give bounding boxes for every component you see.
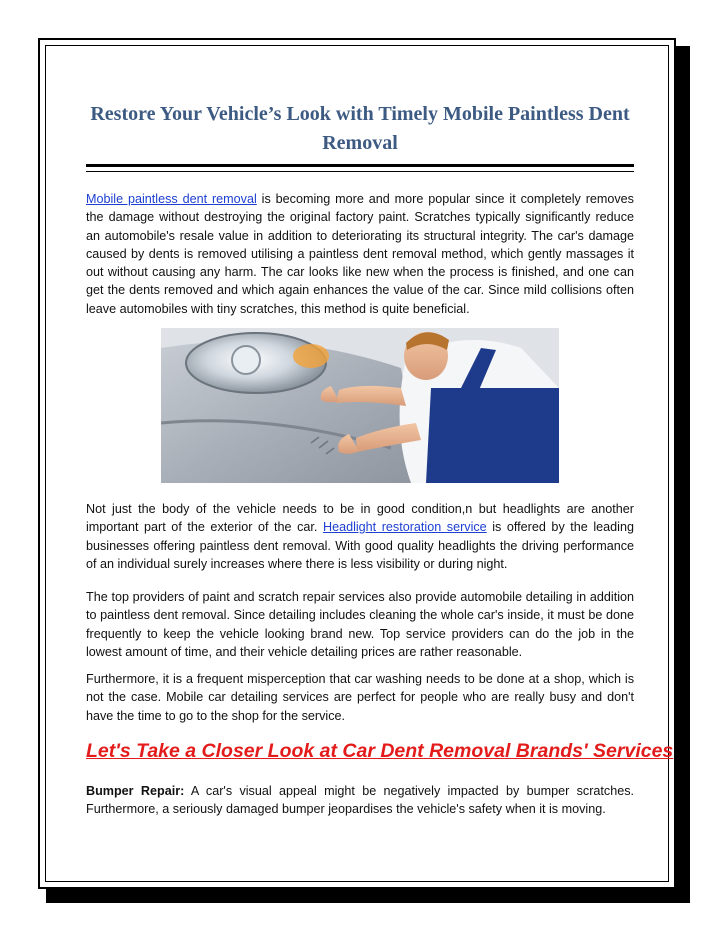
mechanic-repairing-car-dent-photo	[161, 328, 559, 483]
headlight-text-before: Not just the body of the vehicle needs to be in good condition,n but headlights are another important part of the exterior of the car.	[86, 502, 634, 535]
headlight-restoration-link[interactable]: Headlight restoration service	[322, 520, 487, 535]
headlight-paragraph	[86, 500, 634, 573]
bumper-repair-label: Bumper Repair:	[86, 784, 185, 798]
detailing-paragraph: The top providers of paint and scratch repair services also provide automobile detailing in addition to paintless dent removal. Since detailing includes cleaning the whole car's inside, it must be done frequently to keep the vehicle looking brand new. Top service providers can do the job in the lowest amount of time, and their vehicle detailing prices are rather reasonable.	[86, 590, 634, 659]
section-heading: Let's Take a Closer Look at Car Dent Removal Brands' Services	[86, 740, 674, 762]
mobile-dent-removal-link[interactable]: Mobile paintless dent removal	[86, 192, 257, 206]
bumper-repair-paragraph	[86, 782, 634, 819]
intro-text: is becoming more and more popular since it completely removes the damage without destroying the original factory paint. Scratches typically significantly reduce an automobile's resale value in addition to deteriorating its structural integrity. The car's damage caused by dents is removed utilising a paintless dent removal method, which gently massages it out without causing any harm. The car looks like new when the process is finished, and one can get the dents removed and which again enhances the value of the car. Since mild collisions often leave automobiles with tiny scratches, this method is quite beneficial.	[86, 192, 634, 316]
title-rule-thin	[86, 171, 634, 172]
document-title: Restore Your Vehicle’s Look with Timely Mobile Paintless Dent Removal	[90, 103, 630, 154]
car-washing-paragraph: Furthermore, it is a frequent misperception that car washing needs to be done at a shop, which is not the case. Mobile car detailing services are perfect for people who are really busy and don't have the time to go to the shop for the service.	[86, 672, 634, 723]
headlight-text-after: is offered by the leading businesses offering paintless dent removal. With good quality headlights the driving performance of an individual surely increases where there is less visibility or during night.	[86, 520, 634, 571]
intro-paragraph	[86, 190, 634, 318]
title-rule-thick	[86, 164, 634, 167]
car-dent-photo-illustration	[161, 328, 559, 483]
bumper-repair-text: A car's visual appeal might be negatively impacted by bumper scratches. Furthermore, a seriously damaged bumper jeopardises the vehicle's safety when it is moving.	[86, 784, 634, 817]
